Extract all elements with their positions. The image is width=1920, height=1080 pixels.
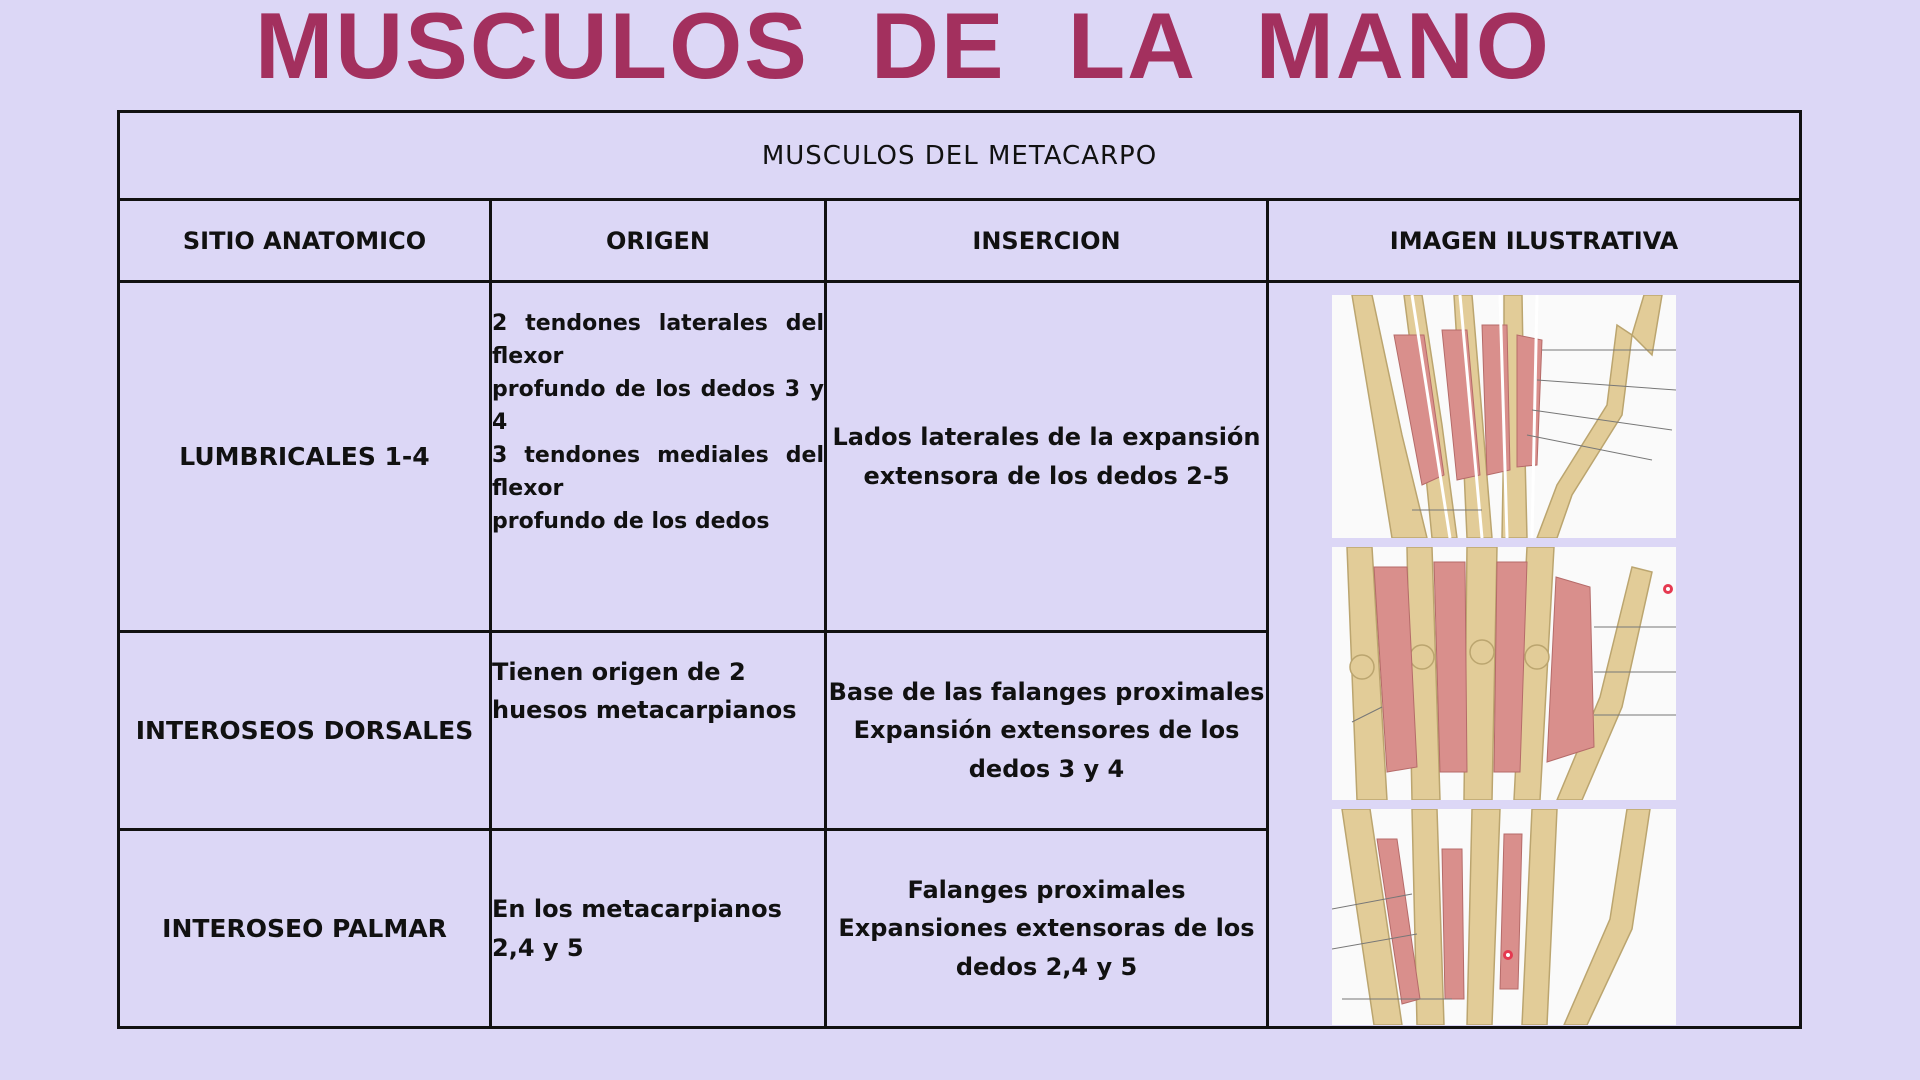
- insertion-cell: [826, 830, 1268, 1028]
- origin-cell: [491, 282, 826, 632]
- caption-row: [119, 112, 1801, 200]
- origin-line: 2 tendones laterales del flexor: [492, 311, 824, 369]
- insertion-line: Expansión extensores de los: [853, 716, 1240, 745]
- illustration-stack: [1332, 295, 1676, 1034]
- header-insertion: INSERCION: [826, 200, 1268, 282]
- origin-line: huesos metacarpianos: [492, 696, 797, 725]
- image-cell: [1268, 282, 1801, 1028]
- insertion-line: Lados laterales de la expansión: [832, 423, 1261, 452]
- origin-line: 3 tendones mediales del flexor: [492, 443, 824, 501]
- header-image: IMAGEN ILUSTRATIVA: [1268, 200, 1801, 282]
- origin-line: En los metacarpianos: [492, 895, 782, 924]
- header-site: SITIO ANATOMICO: [119, 200, 491, 282]
- site-cell: LUMBRICALES 1-4: [119, 282, 491, 632]
- table-caption: MUSCULOS DEL METACARPO: [119, 112, 1801, 200]
- table-row-lumbricales: [119, 282, 1801, 632]
- muscle-table: [117, 110, 1802, 1029]
- site-cell: INTEROSEO PALMAR: [119, 830, 491, 1028]
- origin-cell: [491, 830, 826, 1028]
- origin-line: profundo de los dedos: [492, 509, 770, 534]
- insertion-line: extensora de los dedos 2-5: [863, 461, 1230, 490]
- header-origin: ORIGEN: [491, 200, 826, 282]
- insertion-line: Base de las falanges proximales: [828, 677, 1265, 706]
- insertion-cell: [826, 632, 1268, 830]
- header-row: [119, 200, 1801, 282]
- palmar-interossei-illustration: [1332, 809, 1676, 1025]
- origin-line: 2,4 y 5: [492, 933, 584, 962]
- page-title: MUSCULOS DE LA MANO: [255, 0, 1551, 98]
- origin-line: profundo de los dedos 3 y 4: [492, 377, 824, 435]
- dorsal-interossei-illustration: [1332, 547, 1676, 800]
- lumbricals-illustration: [1332, 295, 1676, 538]
- site-cell: INTEROSEOS DORSALES: [119, 632, 491, 830]
- insertion-line: dedos 3 y 4: [968, 754, 1125, 783]
- origin-line: Tienen origen de 2: [492, 658, 746, 686]
- insertion-line: dedos 2,4 y 5: [955, 952, 1138, 981]
- insertion-line: Falanges proximales: [907, 875, 1186, 904]
- insertion-cell: [826, 282, 1268, 632]
- origin-cell: [491, 632, 826, 830]
- insertion-line: Expansiones extensoras de los: [838, 914, 1255, 943]
